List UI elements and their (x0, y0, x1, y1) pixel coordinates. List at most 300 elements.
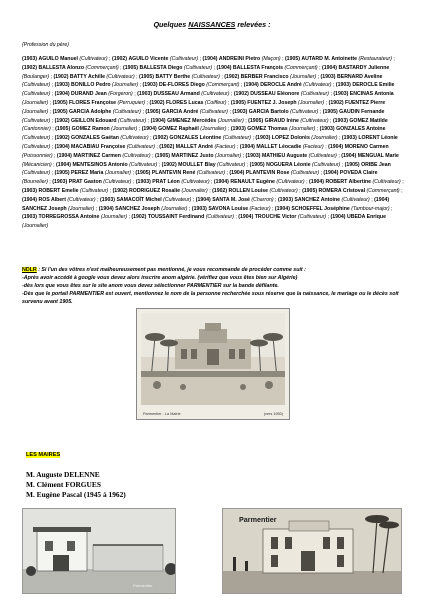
birth-job: (Journalier) (298, 99, 325, 106)
subtitle: (Profession du père) (22, 42, 69, 48)
birth-name: BERNARD Aveline (336, 73, 383, 80)
birth-year: (1902) (149, 99, 165, 106)
mairie-postcard (136, 308, 290, 420)
birth-name: BONILLO Pedro (71, 82, 111, 89)
birth-job: (Cultivateur) (191, 73, 220, 80)
birth-name: BALLESTA Alonzo (38, 64, 85, 71)
birth-year: (1903) (135, 179, 151, 186)
birth-job: (Cultivateur) (103, 179, 132, 186)
birth-entry (136, 179, 210, 185)
birth-name: ROLLEN Louise (228, 187, 269, 194)
ndlr-label: NDLR (22, 267, 37, 273)
postcard-image (137, 309, 289, 419)
birth-job: (Cultivateur) (79, 56, 108, 62)
birth-job: (Cultivateur) (122, 152, 151, 159)
birth-name: MALLET Léocadie (256, 143, 302, 150)
birth-year: (1904) (374, 196, 390, 203)
birth-job: (Cultivateur) (118, 117, 147, 124)
birth-year: (1903) (137, 91, 153, 98)
birth-year: (1905) (145, 108, 161, 115)
birth-job: (Cultivateur) (22, 135, 51, 142)
birth-year: (1904) (213, 179, 229, 186)
birth-entry (151, 118, 244, 124)
birth-job: (Cultivateur) (67, 196, 96, 203)
birth-entry (202, 56, 280, 62)
birth-year: (1904) (56, 152, 72, 159)
birth-name: GIMENEZ Mercédès (167, 117, 217, 124)
birth-year: (1904) (56, 161, 72, 168)
birth-year: (1905) (52, 99, 68, 106)
birth-job: (Bourrelier) (22, 179, 48, 186)
birth-job: (Poissonnier) (22, 152, 53, 159)
birth-name: ENCINAS Antonia (349, 91, 394, 98)
birth-job: (Facteur) (214, 143, 236, 150)
birth-entry (22, 214, 127, 220)
birth-year: (1904) (216, 64, 232, 71)
birth-job: (Journalier) (22, 108, 49, 115)
birth-year: (1903) (319, 126, 335, 133)
birth-entry (139, 74, 220, 80)
birth-job: (Cantonnier) (22, 126, 51, 133)
birth-job: (Cultivateur) (22, 143, 51, 150)
birth-entry (159, 144, 235, 150)
birth-year: (1905) (154, 152, 170, 159)
birth-job: (Cultivateur) (129, 161, 158, 168)
birth-job: (Journalier) (181, 187, 208, 194)
birth-name: SCHOEFFEL Joséphine (291, 205, 350, 212)
birth-job: (Boulanger) (22, 73, 50, 80)
birth-entry (240, 144, 324, 150)
birth-entry (53, 100, 146, 106)
birth-name: ROS Albert (38, 196, 66, 203)
birth-job: (Commerçant) (85, 64, 119, 71)
note-line-1 (22, 266, 406, 274)
birth-year: (1903) (22, 187, 37, 194)
page-title (0, 20, 424, 29)
birth-job: (Perruquier) (117, 99, 146, 106)
birth-job: (Cultivateur) (372, 179, 401, 186)
birth-entry (22, 197, 96, 203)
birth-year: (1904) (141, 126, 157, 133)
birth-entry (57, 153, 151, 159)
birth-entry (196, 197, 274, 203)
birth-year: (1904) (322, 64, 337, 71)
birth-entry (100, 197, 191, 203)
birth-entry (131, 214, 234, 220)
birth-job: (Cultivateur) (199, 108, 229, 115)
birth-year: (1905) (123, 64, 139, 71)
birth-entry (232, 109, 318, 115)
birth-year: (1902) (131, 214, 147, 221)
birth-entry (55, 135, 149, 141)
birth-name: BALLESTA Diego (139, 64, 183, 71)
mayor-item: M. Eugène Pascal (1945 à 1962) (26, 490, 126, 499)
birth-entry (285, 56, 392, 62)
birth-name: FUENTEZ Pierre (345, 99, 386, 106)
birth-job: (Journalier) (289, 73, 317, 80)
birth-job: (Cultivateur) (303, 82, 332, 89)
birth-job: (Maçon) (261, 56, 281, 62)
birth-name: AGUILO Vicente (128, 56, 169, 62)
birth-name: MALLET André (175, 143, 214, 150)
birth-name: NOGUERA Léonie (266, 161, 311, 168)
birth-name: FLORES Lucas (165, 99, 204, 106)
birth-job: (Restaurateur) (358, 56, 392, 62)
birth-year: (1904) (54, 143, 70, 150)
birth-name: GEILLON Edouard (71, 117, 117, 124)
birth-entry (234, 91, 329, 97)
birth-name: MOULLET Blay (178, 161, 216, 168)
birth-year: (1905) (249, 161, 265, 168)
birth-year: (1902) (161, 161, 177, 168)
birth-entry (55, 118, 147, 124)
birth-year: (1903) (52, 179, 68, 186)
birth-name: DE-FLORES Diego (159, 82, 205, 89)
birth-entry (214, 179, 305, 185)
birth-year: (1905) (55, 126, 71, 133)
birth-name: MARTINEZ Justo (171, 152, 214, 159)
birth-entry (53, 109, 141, 115)
birth-year: (1903) (191, 205, 207, 212)
birth-year: (1903) (255, 135, 271, 142)
birth-year: (1903) (245, 152, 261, 159)
birth-entry (55, 170, 131, 176)
birth-year: (1902) (111, 56, 127, 62)
birth-name: SANCHEZ Joseph (115, 205, 160, 212)
birth-name: ROMERA Cristoval (318, 187, 366, 194)
births-list: (1903) AGUILO Manuel (Cultivateur) ; (1902) AGUILO Vicente (Cultivateur) ; (1904) ANDREINI Pietro (Maçon) ; (1905) AUTARD M. Antoinette (Restaurateur) ; (1902) BALLESTA Alonzo (Commerçant) ; (1905) BALLESTA Diego (Cultivateur) ; (1904) BALLESTA François (Commerçant) ; (1904) BASTARDY Julienne (Boulanger) ; (1902) BATTY Achille (Cultivateur) ; (1905) BATTY Berthe (Cultivateur) ; (1902) BERBER Francisco (Journalier) ; (1903) BERNARD Aveline (Cultivateur) ; (1903) BONILLO Pedro (Journalier) ; (1903) DE-FLORES Diego (Commerçant) ; (1904) DEROCLE André (Cultivateur) ; (1903) DEROCLE Emilie (Cultivateur) ; (1904) DURAND Jean (Forgeron) ; (1903) DUSSEAU Armand (Cultivateur) ; (1902) DUSSEAU Eléonore (Cultivateur) ; (1903) ENCINAS Antonia (Journalier) ; (1905) FLORES Françoise (Perruquier) ; (1902) FLORES Lucas (Coiffeur) ; (1905) FUENTEZ J. Joseph (Journalier) ; (1902) FUENTEZ Pierre (Journalier) ; (1905) GARCIA Adolphe (Cultivateur) ; (1905) GARCIA André (Cultivateur) ; (1903) GARCIA Bartolo (Cultivateur) ; (1905) GAUDIN Fernande (Cultivateur) ; (1902) GEILLON Edouard (Cultivateur) ; (1904) GIMENEZ Mercédès (Journalier) ; (1905) GIRAUD Irène (Cultivateur) ; (1903) GOMEZ Matilde (Cantonnier) ; (1905) GOMEZ Ramon (Journalier) ; (1904) GOMEZ Raphaël (Journalier) ; (1903) GOMEZ Thomas (Journalier) ; (1903) GONZALES Antoine (Cultivateur) ; (1902) GONZALES Gaétan (Cultivateur) ; (1902) GONZALES Léontine (Cultivateur) ; (1903) LOPEZ Dolorès (Journalier) ; (1903) LORENT Léonie (Cultivateur) ; (1904) MACABIAU Françoise (Cultivateur) ; (1902) MALLET André (Facteur) ; (1904) MALLET Léocadie (Facteur) ; (1904) MORENO Carmen (Poissonnier) ; (1904) MARTINEZ Carmen (Cultivateur) ; (1905) MARTINEZ Justo (Journalier) ; (1903) MATHIEU Auguste (Cultivateur) ; (1904) MENGUAL Marie (Mécanicien) ; (1904) MENTESINOS Antonio (Cultivateur) ; (1902) MOULLET Blay (Cultivateur) ; (1905) NOGUERA Léonie (Cultivateur) ; (1905) ORIBE Jean (Cultivateur) ; (1905) PEREZ Maria (Journalier) ; (1905) PLANTEVIN René (Cultivateur) ; (1904) PLANTEVIN Rose (Cultivateur) ; (1904) POVEDA Claire (Bourrelier) ; (1903) PRAT Gaston (Cultivateur) ; (1903) PRAT Léon (Cultivateur) ; (1904) RENAULT Eugène (Cultivateur) ; (1904) ROBERT Albertine (Cultivateur) ; (1903) ROBERT Emelie (Cultivateur) ; (1902) RODRIGUEZ Rosalie (Journalier) ; (1902) ROLLEN Louise (Cultivateur) ; (1905) ROMERA Cristoval (Commerçant) ; (1904) ROS Albert (Cultivateur) ; (1903) SAMACOÏT Michel (Cultivateur) ; (1904) SANTA M. José (Charron) ; (1903) SANCHEZ Antoine (Cultivateur) ; (1904) SANCHEZ Joseph (Journalier) ; (1904) SANCHEZ Joseph (Journalier) ; (1903) SAVONA Louise (Facteur) ; (1904) SCHOEFFEL Joséphine (Tambour-major) ; (1903) TORREGROSSA Antoine (Journalier) ; (1902) TOUSSAINT Ferdinand (Cultivateur) ; (1904) TROUCHE Victor (Cultivateur) ; (1904) UBEDA Enrique (Journalier) (22, 56, 404, 230)
title-suffix: relevées : (237, 20, 271, 29)
birth-year: (1902) (54, 135, 70, 142)
birth-entry (55, 144, 155, 150)
birth-job: (Cultivateur) (297, 214, 327, 221)
title-underlined: NAISSANCES (188, 20, 236, 29)
birth-name: GOMEZ Ramon (71, 126, 110, 133)
birth-name: DUSSEAU Armand (153, 91, 200, 98)
birth-name: MENTESINOS Antonio (72, 161, 128, 168)
birth-name: MARTINEZ Carmen (73, 152, 121, 159)
birth-name: GONZALES Léontine (169, 135, 222, 142)
birth-year: (1905) (302, 187, 318, 194)
birth-entry (52, 179, 131, 185)
birth-name: DUSSEAU Eléonore (250, 91, 300, 98)
birth-job: (Journalier) (68, 205, 95, 212)
birth-year: (1904) (202, 56, 218, 62)
birth-name: ROBERT Albertine (325, 179, 372, 186)
birth-name: DURAND Jean (71, 91, 107, 98)
birth-year: (1903) (99, 196, 115, 203)
birth-entry (255, 135, 337, 141)
birth-job: (Mécanicien) (22, 161, 52, 168)
birth-job: (Cultivateur) (169, 56, 199, 62)
birth-year: (1904) (238, 214, 254, 221)
birth-entry (162, 162, 246, 168)
birth-year: (1904) (274, 205, 290, 212)
birth-name: SANCHEZ Joseph (22, 205, 67, 212)
birth-job: (Cultivateur) (196, 170, 226, 177)
birth-job: (Coiffeur) (204, 99, 227, 106)
birth-entry (302, 188, 400, 194)
birth-name: GAUDIN Fernande (339, 108, 385, 115)
birth-job: (Journalier) (311, 135, 338, 142)
birth-entry (244, 82, 332, 88)
birth-entry (99, 206, 188, 212)
birth-name: POVEDA Claire (339, 170, 378, 177)
birth-year: (1904) (328, 143, 344, 150)
birth-entry (22, 56, 108, 62)
birth-job: (Cultivateur) (205, 214, 234, 221)
birth-year: (1902) (328, 99, 344, 106)
birth-job: (Charron) (251, 196, 274, 203)
birth-entry (212, 188, 298, 194)
birth-entry (275, 206, 390, 212)
birth-entry (216, 65, 317, 71)
birth-name: RENAULT Eugène (230, 179, 275, 186)
birth-name: MORENO Carmen (344, 143, 389, 150)
birth-name: PRAT Léon (152, 179, 180, 186)
birth-entry (142, 126, 227, 132)
birth-name: GONZALES Antoine (336, 126, 386, 133)
birth-job: (Cultivateur) (300, 91, 329, 98)
birth-name: GARCIA Adolphe (69, 108, 112, 115)
birth-name: GOMEZ Thomas (247, 126, 288, 133)
birth-job: (Cultivateur) (312, 161, 341, 168)
birth-entry (231, 126, 316, 132)
birth-year: (1902) (53, 73, 69, 80)
mayor-item: M. Clément FORGUES (26, 480, 101, 489)
birth-name: BATTY Berthe (155, 73, 191, 80)
caption-right: (vers 1950) (263, 412, 283, 416)
birth-entry (250, 162, 341, 168)
birth-year: (1905) (248, 117, 264, 124)
birth-job: (Journalier) (161, 205, 188, 212)
svg-text:Parmentier: Parmentier (133, 583, 153, 588)
birth-job: (Journalier) (100, 214, 128, 221)
birth-name: ANDREINI Pietro (218, 56, 261, 62)
birth-year: (1905) (52, 108, 68, 115)
birth-job: (Cultivateur) (22, 170, 51, 177)
birth-job: (Journalier) (111, 82, 139, 89)
birth-job: (Cultivateur) (217, 161, 246, 168)
birth-name: TOUSSAINT Ferdinand (147, 214, 205, 221)
birth-entry (55, 82, 139, 88)
birth-year: (1904) (22, 196, 37, 203)
birth-name: PRAT Gaston (68, 179, 102, 186)
birth-year: (1902) (22, 64, 37, 71)
birth-job: (Journalier) (289, 126, 316, 133)
birth-entry (55, 126, 137, 132)
birth-job: (Cultivateur) (290, 108, 319, 115)
birth-job: (Cultivateur) (22, 117, 51, 124)
birth-name: ORIBE Jean (361, 161, 391, 168)
birth-job: (Cultivateur) (112, 108, 141, 115)
birth-entry (56, 162, 157, 168)
birth-name: PLANTEVIN René (151, 170, 196, 177)
birth-year: (1902) (54, 117, 70, 124)
birth-job: (Cultivateur) (269, 187, 298, 194)
birth-name: MACABIAU Françoise (71, 143, 126, 150)
birth-year: (1905) (284, 56, 300, 62)
birth-year: (1904) (150, 117, 166, 124)
note-line-2: -Après avoir accédé à google vous devez alors inscrire anom algérie. (vérifiez que vous êtes bien sur Algérie) (22, 275, 298, 281)
birth-year: (1902) (152, 135, 168, 142)
birth-entry (137, 91, 229, 97)
birth-job: (Cultivateur) (106, 73, 135, 80)
birth-job: (Journalier) (111, 126, 138, 133)
birth-entry (149, 100, 226, 106)
birth-job: (Journalier) (200, 126, 227, 133)
birth-year: (1904) (243, 82, 259, 89)
birth-name: DEROCLE André (260, 82, 302, 89)
birth-year: (1904) (308, 179, 324, 186)
birth-year: (1904) (98, 205, 114, 212)
birth-job: (Journalier) (214, 152, 242, 159)
birth-entry (153, 135, 251, 141)
birth-job: (Cultivateur) (22, 91, 51, 98)
birth-job: (Cultivateur) (341, 196, 370, 203)
birth-name: MENGUAL Marie (357, 152, 399, 159)
birth-entry (143, 82, 240, 88)
birth-name: SANCHEZ Antoine (294, 196, 341, 203)
birth-name: GOMEZ Raphaël (158, 126, 199, 133)
birth-year: (1903) (320, 73, 336, 80)
birth-name: TORREGROSSA Antoine (38, 214, 100, 221)
note-line-1-text: : Si l'un des vôtres n'est malheureusement pas mentionné, je vous recommande de procéder comme suit : (36, 267, 306, 273)
birth-entry (246, 153, 337, 159)
birth-year: (1903) (335, 82, 351, 89)
birth-name: TROUCHE Victor (254, 214, 297, 221)
birth-year: (1904) (341, 152, 357, 159)
birth-entry (55, 91, 133, 97)
birth-job: (Commerçant) (366, 187, 400, 194)
postcard-caption (143, 412, 283, 416)
birth-entry (113, 188, 208, 194)
title-prefix: Quelques (153, 20, 187, 29)
birth-job: (Facteur) (302, 143, 324, 150)
birth-name: SAVONA Louise (208, 205, 249, 212)
birth-job: (Cultivateur) (163, 196, 192, 203)
birth-name: PLANTEVIN Rose (245, 170, 290, 177)
note-line-4: -Dès que le portail PARMENTIER est ouvert, mentionnez le nom de la personne recherchée sous réserve que la naissance, le mariage ou le décès soit survenu avant 1905. (22, 291, 399, 305)
birth-entry (309, 179, 401, 185)
birth-job: (Commerçant) (206, 82, 240, 89)
birth-job: (Cultivateur) (22, 82, 51, 89)
photo-right-label: Parmentier (239, 515, 277, 524)
birth-name: ROBERT Emelie (38, 187, 79, 194)
birth-entry (155, 153, 241, 159)
birth-name: BALLESTA François (232, 64, 284, 71)
birth-name: MATHIEU Auguste (261, 152, 308, 159)
mairie-photo-right-image (223, 509, 401, 593)
birth-year: (1903) (277, 196, 293, 203)
birth-year: (1904) (229, 170, 245, 177)
birth-entry (278, 197, 370, 203)
birth-name: BATTY Achille (69, 73, 105, 80)
birth-name: GARCIA André (161, 108, 199, 115)
birth-job: (Journalier) (22, 99, 49, 106)
birth-year: (1902) (159, 143, 175, 150)
birth-year: (1904) (323, 170, 339, 177)
birth-job: (Tambour-major) (351, 205, 390, 212)
birth-entry (53, 74, 134, 80)
birth-name: PEREZ Maria (71, 170, 104, 177)
birth-name: RODRIGUEZ Rosalie (129, 187, 181, 194)
birth-year: (1902) (224, 73, 240, 80)
birth-job: (Forgeron) (108, 91, 133, 98)
birth-entry (229, 170, 319, 176)
birth-job: (Journalier) (22, 223, 49, 230)
birth-job: (Cultivateur) (276, 179, 305, 186)
birth-year: (1903) (22, 214, 37, 221)
birth-year: (1903) (54, 82, 70, 89)
birth-year: (1902) (233, 91, 249, 98)
birth-year: (1903) (22, 56, 37, 62)
birth-job: (Cultivateur) (201, 91, 230, 98)
note-line-3: -dès lors que vous êtes sur le site anom vous devez sélectionner PARMENTIER sur la bande défilante. (22, 283, 279, 289)
mairie-photo-right (222, 508, 402, 594)
birth-entry (238, 214, 326, 220)
birth-year: (1905) (344, 161, 360, 168)
birth-year: (1902) (212, 187, 228, 194)
birth-year: (1903) (230, 126, 246, 133)
birth-job: (Commerçant) (284, 64, 318, 71)
birth-job: (Journalier) (104, 170, 132, 177)
birth-job: (Cultivateur) (308, 152, 337, 159)
birth-entry (123, 65, 212, 71)
birth-job: (Cultivateur) (222, 135, 251, 142)
birth-name: SANTA M. José (212, 196, 250, 203)
birth-name: SAMACOÏT Michel (116, 196, 162, 203)
birth-year: (1904) (330, 214, 346, 221)
ndlr-note (22, 266, 406, 306)
birth-name: LORENT Léonie (358, 135, 398, 142)
birth-job: (Cultivateur) (300, 117, 329, 124)
birth-entry (22, 188, 108, 194)
birth-job: (Cultivateur) (120, 135, 149, 142)
birth-year: (1905) (139, 73, 155, 80)
mairie-photo-left-image (23, 509, 175, 593)
birth-entry (224, 74, 316, 80)
caption-left: Parmentier - La Mairie (143, 412, 181, 416)
birth-year: (1903) (232, 108, 248, 115)
birth-name: GOMEZ Matilde (349, 117, 388, 124)
birth-year: (1904) (54, 91, 70, 98)
birth-entry (22, 65, 119, 71)
birth-name: BASTARDY Julienne (338, 64, 390, 71)
birth-year: (1905) (54, 170, 70, 177)
birth-year: (1902) (112, 187, 128, 194)
birth-year: (1903) (341, 135, 357, 142)
birth-entry (231, 100, 324, 106)
birth-year: (1905) (322, 108, 338, 115)
birth-name: LOPEZ Dolorès (271, 135, 310, 142)
birth-job: (Cultivateur) (126, 143, 155, 150)
birth-year: (1905) (135, 170, 151, 177)
birth-job: (Journalier) (217, 117, 244, 124)
maires-heading: LES MAIRES (26, 452, 61, 458)
mayor-item: M. Auguste DELENNE (26, 470, 100, 479)
birth-name: AGUILO Manuel (38, 56, 78, 62)
birth-entry (135, 170, 225, 176)
birth-year: (1903) (142, 82, 158, 89)
birth-job: (Cultivateur) (183, 64, 213, 71)
birth-job: (Cultivateur) (79, 187, 109, 194)
birth-name: GIRAUD Irène (264, 117, 299, 124)
birth-entry (145, 109, 228, 115)
birth-job: (Cultivateur) (181, 179, 210, 186)
birth-name: AUTARD M. Antoinette (301, 56, 358, 62)
birth-name: BERBER Francisco (240, 73, 289, 80)
